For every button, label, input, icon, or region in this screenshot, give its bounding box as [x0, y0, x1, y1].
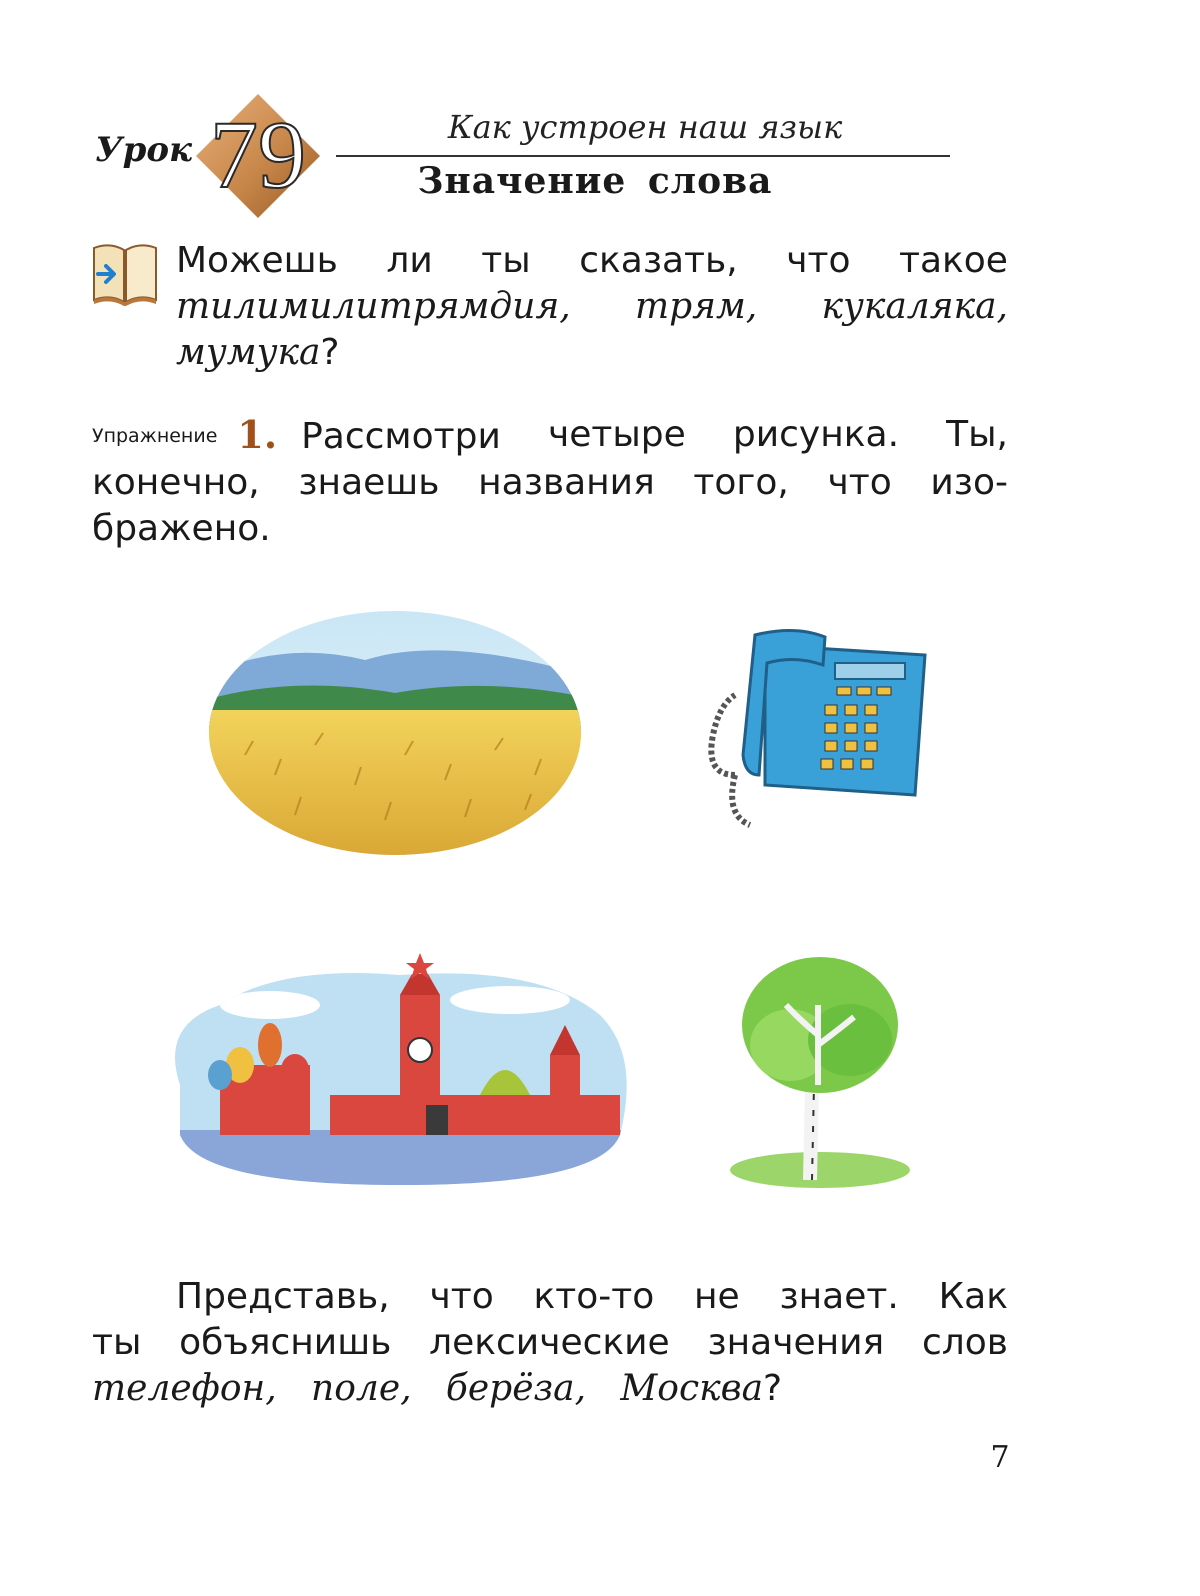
closing-word: знает.	[779, 1276, 899, 1317]
closing-word: что	[429, 1276, 494, 1317]
topic-title: Значение слова	[417, 160, 773, 202]
intro-line-3	[176, 330, 1008, 376]
closing-line-3	[92, 1366, 1008, 1412]
page-number: 7	[990, 1440, 1010, 1475]
exercise-word: четыре	[547, 414, 686, 455]
closing-word: не	[694, 1276, 740, 1317]
header-divider	[336, 155, 950, 157]
closing-question	[92, 1274, 1008, 1412]
closing-word: кто-то	[533, 1276, 655, 1317]
example-word: телефон,	[92, 1368, 277, 1409]
exercise-word: Рассмотри	[301, 416, 501, 457]
example-word: берёза,	[445, 1368, 587, 1409]
intro-nonsense-word: мумука	[176, 332, 321, 373]
intro-nonsense-word: тилимилитрямдия,	[176, 286, 571, 327]
closing-line-1	[92, 1274, 1008, 1320]
question-mark: ?	[320, 332, 340, 373]
closing-word: слов	[921, 1322, 1008, 1363]
exercise-word: рисунка.	[732, 414, 900, 455]
closing-word: Представь,	[176, 1276, 390, 1317]
intro-word: такое	[899, 240, 1008, 281]
closing-word: значения	[707, 1322, 885, 1363]
exercise-word: изо-	[930, 462, 1008, 503]
intro-question	[176, 238, 1008, 376]
closing-word: лексические	[429, 1322, 670, 1363]
birch-tree-picture	[720, 945, 920, 1200]
intro-nonsense-word: кукаляка,	[821, 286, 1008, 327]
closing-word: ты	[92, 1322, 142, 1363]
exercise-word: того,	[693, 462, 789, 503]
closing-line-2	[92, 1320, 1008, 1366]
exercise-word: названия	[478, 462, 655, 503]
lesson-label: Урок	[95, 130, 193, 170]
intro-word: сказать,	[579, 240, 738, 281]
exercise-number: 1.	[237, 412, 278, 457]
field-picture	[205, 605, 585, 860]
intro-line-2	[176, 284, 1008, 330]
intro-word: ты	[481, 240, 531, 281]
exercise-word: что	[827, 462, 892, 503]
exercise-word: знаешь	[298, 462, 440, 503]
example-word: Москва	[620, 1368, 764, 1409]
question-mark: ?	[763, 1368, 783, 1409]
closing-word: Как	[938, 1276, 1008, 1317]
intro-nonsense-word: трям,	[634, 286, 758, 327]
intro-word: ли	[386, 240, 433, 281]
exercise-1	[92, 412, 1008, 552]
open-book-icon	[90, 240, 160, 306]
exercise-word: Ты,	[946, 414, 1008, 455]
exercise-line-2	[92, 460, 1008, 506]
closing-word: объяснишь	[179, 1322, 392, 1363]
moscow-kremlin-picture	[160, 945, 635, 1205]
telephone-picture	[695, 625, 945, 840]
exercise-word: конечно,	[92, 462, 260, 503]
lesson-number: 79	[210, 101, 306, 208]
exercise-line-3: бражено.	[92, 508, 271, 549]
section-title: Как устроен наш язык	[447, 108, 843, 146]
exercise-line-1	[92, 412, 1008, 460]
intro-word: Можешь	[176, 240, 338, 281]
intro-word: что	[786, 240, 851, 281]
exercise-heading	[92, 412, 501, 460]
exercise-label: Упражнение	[92, 425, 218, 447]
intro-line-1	[176, 238, 1008, 284]
example-word: поле,	[311, 1368, 412, 1409]
